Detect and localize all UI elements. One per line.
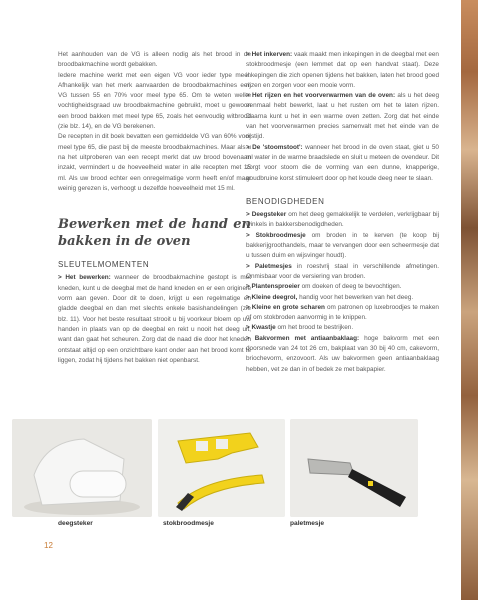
tool-label: > Kwastje bbox=[246, 324, 276, 332]
tool-text: om broden in te kerven (te koop bij bakkerijgroothandels, maar te vervangen door een scheermesje dat u tussen duim en wijsvinger houdt). bbox=[246, 231, 439, 260]
dough-cutter-photo bbox=[12, 419, 152, 517]
tool-item bbox=[246, 334, 439, 375]
bread-lame-photo bbox=[158, 419, 285, 517]
technique-item bbox=[246, 143, 439, 184]
key-moment-paragraph bbox=[58, 273, 251, 366]
intro-paragraph: De recepten in dit boek bevatten een gemiddelde VG van 60% voor meel type 65, die past bij de meeste broodbakmachines. Maar als u na het uitproberen van een recept merkt dat uw brood bovenaan inzakt, vermindert u de hoeveelheid water in alle recepten met 15 ml. Als uw brood echter een onregelmatige vorm heeft en/of maar weinig gerezen is, verhoogt u dezelfde hoeveelheid met 15 ml. bbox=[58, 133, 251, 192]
tool-item bbox=[246, 293, 439, 303]
tool-label: > Bakvormen met antiaanbaklaag: bbox=[246, 334, 360, 342]
tool-text: om doeken of deeg te bevochtigen. bbox=[299, 283, 402, 291]
tool-text: in roestvrij staal in verschillende afmetingen. Onmisbaar voor de versiering van broden. bbox=[246, 262, 439, 280]
palette-knife-photo bbox=[290, 419, 418, 517]
section-heading: Bewerken met de hand en bakken in de oven bbox=[58, 217, 251, 250]
right-column bbox=[246, 50, 439, 375]
caption-dough-cutter: deegsteker bbox=[58, 520, 93, 527]
item-text: als u het deeg eenmaal hebt bewerkt, laat u het rusten om het te laten rijzen. Daarna kunt u het in een warme oven zetten. Zorg dat het einde van het voorverwarmen precies samenvalt met het einde van de rijstijd. bbox=[246, 92, 439, 141]
left-column bbox=[58, 50, 251, 366]
item-text: wanneer het brood in de oven staat, giet u 50 ml water in de warme braadslede en sluit u meteen de ovendeur. Dit zorgt voor stoom die de vorming van een dunne, knapperige, goudbruine korst stimuleert door op het koude deeg neer te slaan. bbox=[246, 143, 439, 182]
caption-palette-knife: paletmesje bbox=[290, 520, 325, 527]
tool-label: > Kleine deegrol, bbox=[246, 293, 298, 301]
key-moment-text: wanneer de broodbakmachine gestopt is met kneden, kunt u de deegbal met de hand kneden en er een originele vorm aan geven. Door dit te doen, krijgt u een regelmatige en gladde deegbal en dan met slechts enkele basishandelingen (zie blz. 11). Voor het beste resultaat strooit u bij voorkeur bloem op uw handen in plaats van op de deegbal en rekt u nooit het deeg uit, want dan gaat het scheuren. Zorg dat de naad die door het kneden ontstaat altijd op een onzichtbare kant onder aan het brood komt te liggen, zodat hij tijdens het bakken niet openbarst. bbox=[58, 274, 251, 364]
tool-label: > Paletmesjes bbox=[246, 262, 292, 270]
tool-item bbox=[246, 303, 439, 324]
page-number: 12 bbox=[44, 541, 53, 550]
tool-label: > Kleine en grote scharen bbox=[246, 303, 325, 311]
intro-paragraph: Het aanhouden van de VG is alleen nodig als het brood in de broodbakmachine wordt gebakken. bbox=[58, 51, 251, 69]
technique-item bbox=[246, 50, 439, 91]
tool-item bbox=[246, 231, 439, 262]
caption-bread-lame: stokbroodmesje bbox=[163, 520, 214, 527]
tool-item bbox=[246, 323, 439, 333]
intro-paragraph: Iedere machine werkt met een eigen VG voor ieder type meel. Afhankelijk van het merk aanvaarden de broodbakmachines een VG tussen 55 en 70% voor meel type 65. Om te weten welke vochtigheidsgraad uw broodbakmachine gebruikt, moet u gewoon een brood bakken met meel type 65, zoals het eenvoudig witbrood (zie blz. 14), en de VG berekenen. bbox=[58, 71, 251, 131]
item-label: > Het rijzen en het voorverwarmen van de oven: bbox=[246, 92, 396, 100]
tool-label: > Plantensproeier bbox=[246, 283, 300, 291]
technique-item bbox=[246, 91, 439, 142]
subheading-supplies: BENODIGDHEDEN bbox=[246, 196, 325, 206]
tool-label: > Stokbroodmesje bbox=[246, 231, 306, 239]
photo-edge-strip bbox=[461, 0, 478, 600]
tool-text: om patronen op luxebroodjes te maken of om stokbroden aanvormig in te knippen. bbox=[246, 303, 439, 322]
tool-item bbox=[246, 262, 439, 283]
subheading-key-moments: SLEUTELMOMENTEN bbox=[58, 260, 150, 270]
tool-text: om het brood te bestrijken. bbox=[275, 324, 354, 332]
tool-item bbox=[246, 282, 439, 292]
item-label: > De 'stoomstoot': bbox=[246, 143, 303, 151]
tool-text: hoge bakvorm met een doorsnede van 24 tot 26 cm, bakplaat van 30 bij 40 cm, cakevorm, briochevorm, enzovoort. Als uw bakvormen geen antiaanbaklaag hebben, vet ze dan in of bedek ze met bakpapier. bbox=[246, 334, 439, 373]
tool-text: om het deeg gemakkelijk te verdelen, verkrijgbaar bij winkels in bakkersbenodigdheden. bbox=[246, 211, 440, 229]
tool-text: handig voor het bewerken van het deeg. bbox=[297, 293, 414, 301]
item-label: > Het inkerven: bbox=[246, 51, 293, 58]
tool-item bbox=[246, 210, 439, 231]
item-text: vaak maakt men inkepingen in de deegbal met een stokbroodmesje (een lemmet dat op een handvat staat). Deze inkepingen die zich openen tijdens het bakken, laten het brood goed rijzen en zorgen voor een mooie vorm. bbox=[246, 51, 439, 89]
tool-label: > Deegsteker bbox=[246, 211, 287, 219]
key-moment-label: > Het bewerken: bbox=[58, 274, 111, 282]
